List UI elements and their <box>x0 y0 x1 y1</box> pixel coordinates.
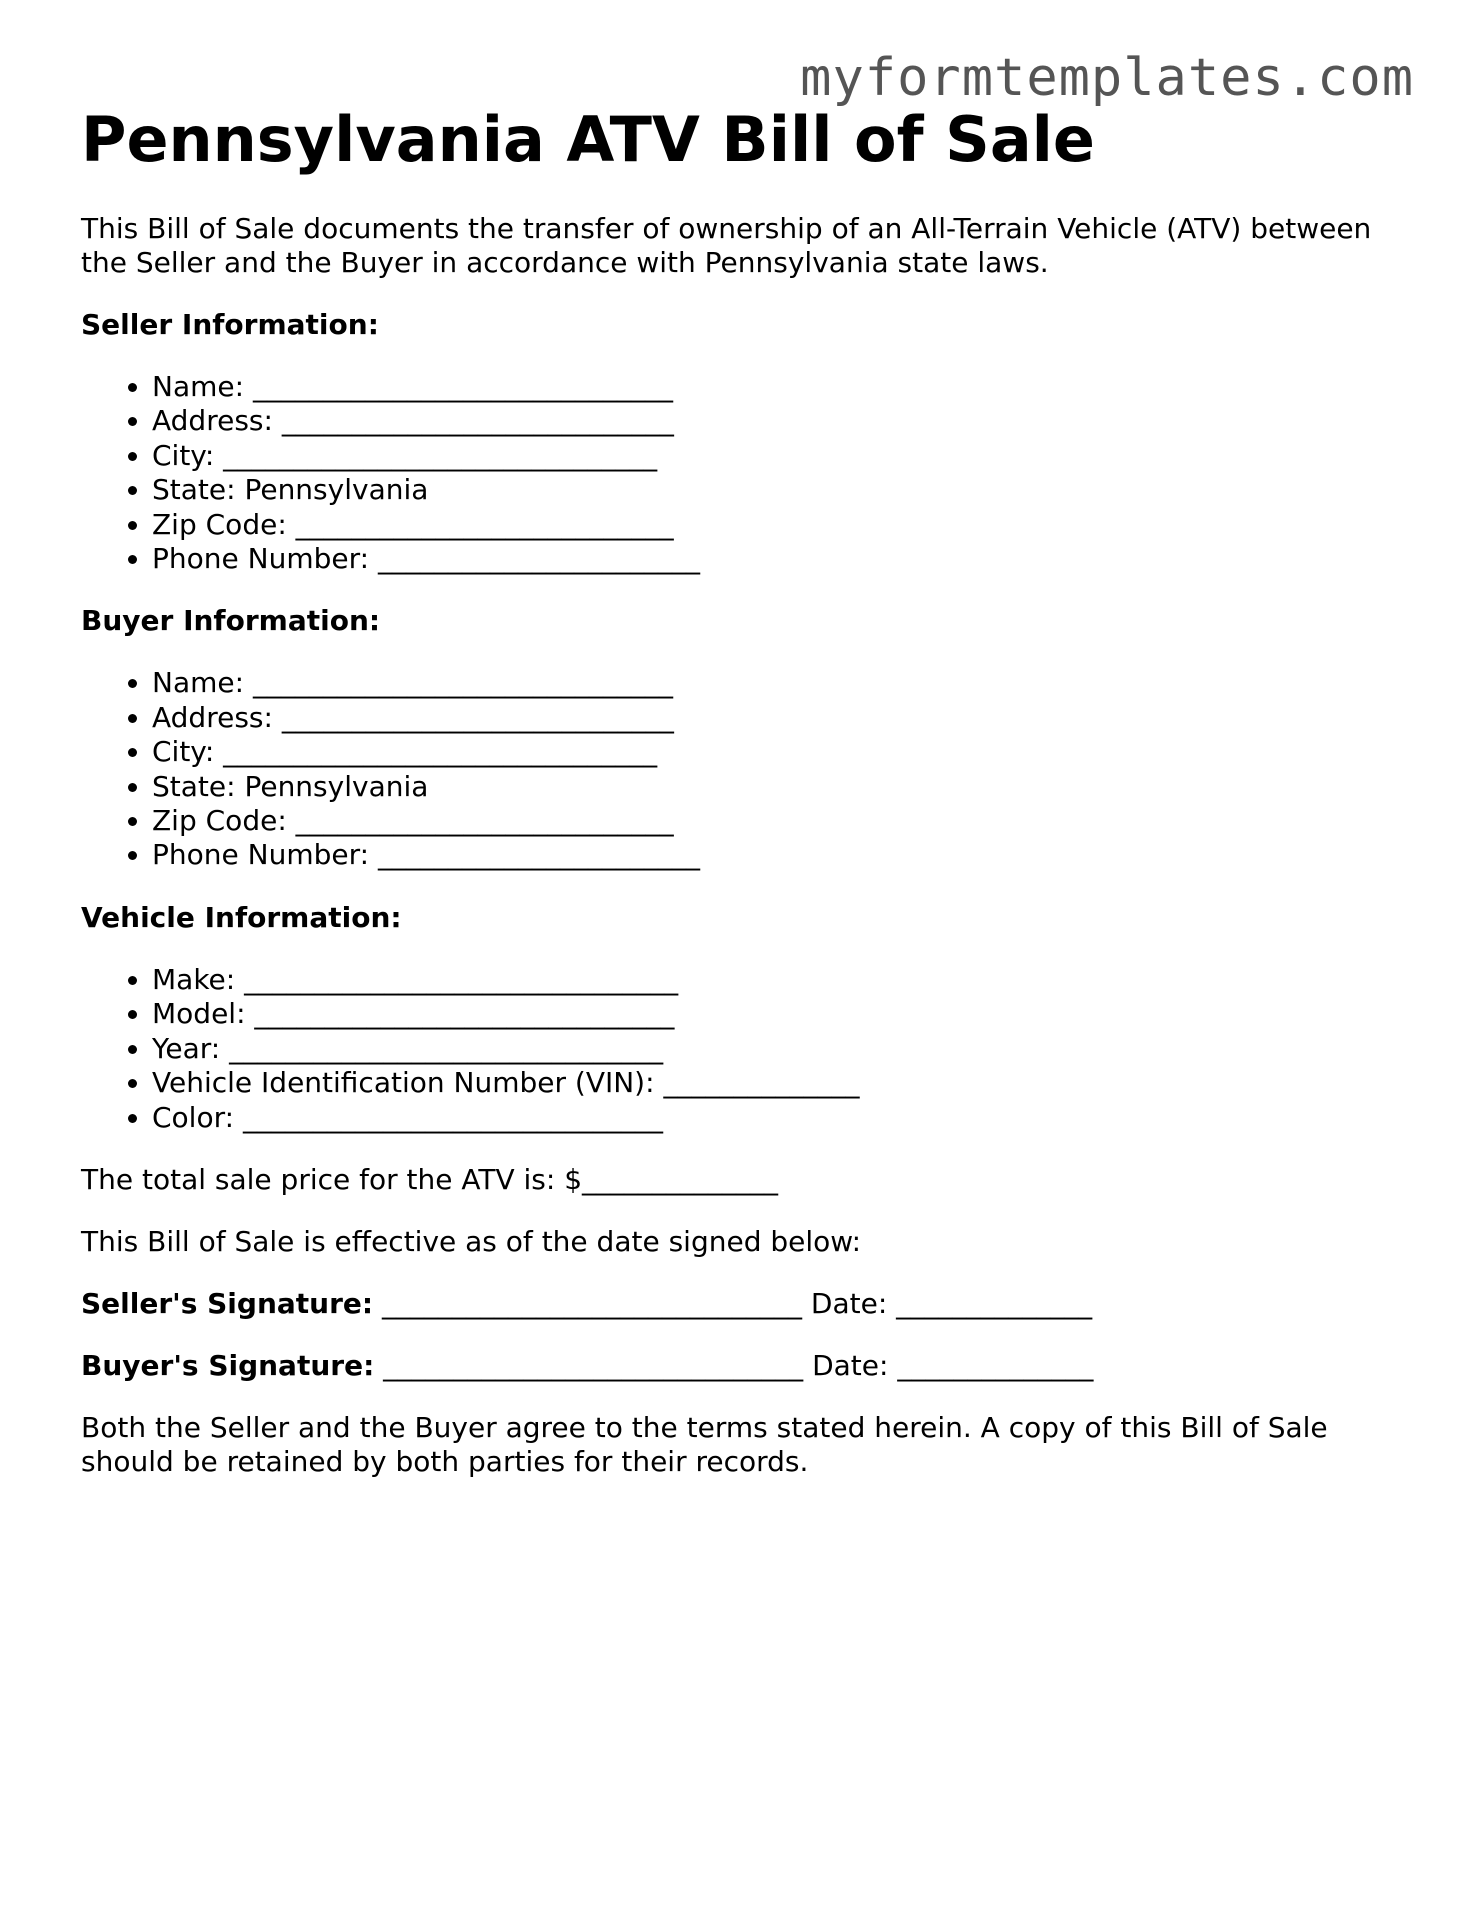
seller-phone-field: • Phone Number: _______________________ <box>152 542 1411 576</box>
buyer-zip-field: • Zip Code: ___________________________ <box>152 804 1411 838</box>
buyer-state-field: • State: Pennsylvania <box>152 770 1411 804</box>
seller-state-field: • State: Pennsylvania <box>152 473 1411 507</box>
seller-signature-line <box>81 1287 1411 1321</box>
seller-address-field: • Address: ____________________________ <box>152 404 1411 438</box>
seller-signature-blank: ______________________________ Date: ______________ <box>373 1286 1093 1320</box>
vehicle-section-heading: Vehicle Information: <box>81 900 402 934</box>
buyer-phone-field: • Phone Number: _______________________ <box>152 838 1411 872</box>
vehicle-info-list <box>81 963 1411 1135</box>
vehicle-vin-field: • Vehicle Identification Number (VIN): ______________ <box>152 1066 1411 1100</box>
buyer-signature-blank: ______________________________ Date: ______________ <box>374 1348 1094 1382</box>
vehicle-year-field: • Year: _______________________________ <box>152 1032 1411 1066</box>
watermark: myformtemplates.com <box>800 48 1414 108</box>
buyer-name-field: • Name: ______________________________ <box>152 666 1411 700</box>
buyer-city-field: • City: _______________________________ <box>152 735 1411 769</box>
sale-price-line: The total sale price for the ATV is: $______________ <box>81 1162 779 1196</box>
buyer-signature-label: Buyer's Signature: <box>81 1348 375 1382</box>
seller-city-field: • City: _______________________________ <box>152 439 1411 473</box>
vehicle-make-field: • Make: _______________________________ <box>152 963 1411 997</box>
seller-zip-field: • Zip Code: ___________________________ <box>152 508 1411 542</box>
seller-name-field: • Name: ______________________________ <box>152 370 1411 404</box>
vehicle-model-field: • Model: ______________________________ <box>152 997 1411 1031</box>
seller-signature-label: Seller's Signature: <box>81 1286 374 1320</box>
buyer-address-field: • Address: ____________________________ <box>152 701 1411 735</box>
closing-paragraph: Both the Seller and the Buyer agree to the terms stated herein. A copy of this Bill of Sale should be retained by both parties for their records. <box>81 1410 1328 1478</box>
page-title: Pennsylvania ATV Bill of Sale <box>81 103 1095 176</box>
buyer-signature-line <box>81 1349 1411 1383</box>
seller-info-list <box>81 370 1411 576</box>
vehicle-color-field: • Color: ______________________________ <box>152 1101 1411 1135</box>
effective-date-line: This Bill of Sale is effective as of the date signed below: <box>81 1224 862 1258</box>
buyer-section-heading: Buyer Information: <box>81 604 381 638</box>
seller-section-heading: Seller Information: <box>81 308 379 341</box>
document-page <box>81 100 1411 1479</box>
buyer-info-list <box>81 666 1411 872</box>
intro-paragraph: This Bill of Sale documents the transfer of ownership of an All-Terrain Vehicle (ATV) between the Seller and the Buyer in accordance with Pennsylvania state laws. <box>81 212 1372 279</box>
